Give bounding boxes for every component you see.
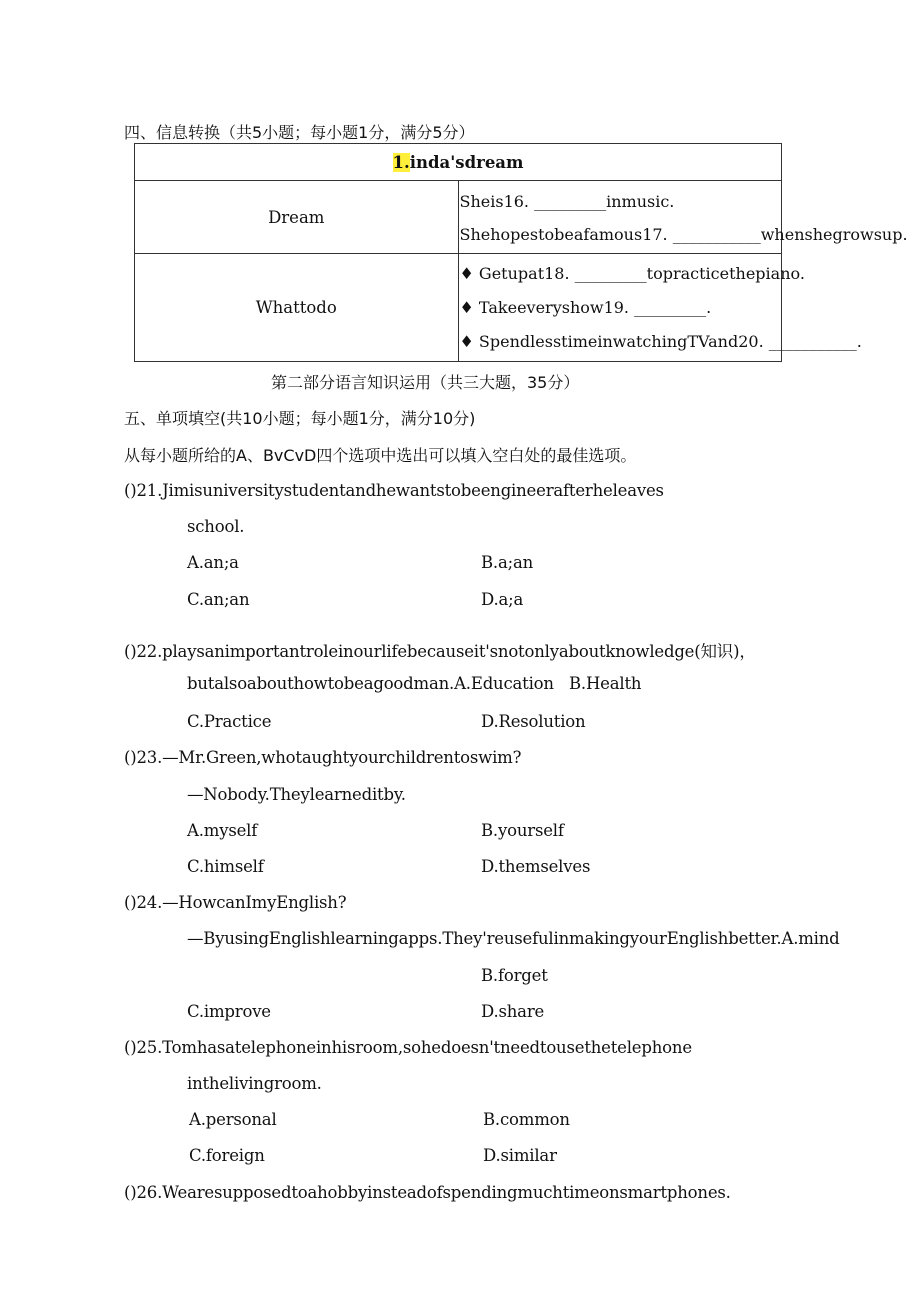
- section5-instruction: 从每小题所给的A、BvCvD四个选项中选出可以填入空白处的最佳选项。: [124, 446, 637, 465]
- table-line: Shehopestobeafamous17. ___________whenshegrowsup.: [459, 225, 908, 244]
- q24-option-d[interactable]: D.share: [481, 1002, 545, 1021]
- q21-cont: school.: [187, 517, 245, 536]
- q25-cont: inthelivingroom.: [187, 1074, 322, 1093]
- table-row: [135, 181, 782, 254]
- table-row: [135, 254, 782, 362]
- table-header-row: [135, 144, 782, 181]
- q21-stem: ()21.Jimisuniversitystudentandhewantstobeengineerafterheleaves: [124, 481, 664, 500]
- q23-option-b[interactable]: B.yourself: [481, 821, 564, 840]
- table-line: ♦ Getupat18. _________topracticethepiano.: [459, 264, 805, 283]
- q24-option-b[interactable]: B.forget: [481, 966, 548, 985]
- part2-title: 第二部分语言知识运用（共三大题，35分）: [271, 373, 580, 392]
- q22-option-d[interactable]: D.Resolution: [481, 712, 586, 731]
- q25-stem: ()25.Tomhasatelephoneinhisroom,sohedoesn'tneedtousethetelephone: [124, 1038, 692, 1057]
- q25-option-c[interactable]: C.foreign: [189, 1146, 265, 1165]
- q23-stem: ()23.—Mr.Green,whotaughtyourchildrentoswim?: [124, 748, 522, 767]
- q25-option-d[interactable]: D.similar: [483, 1146, 557, 1165]
- q24-cont: —ByusingEnglishlearningapps.They'reusefulinmakingyourEnglishbetter.A.mind: [187, 929, 840, 948]
- q25-option-b[interactable]: B.common: [483, 1110, 570, 1129]
- row-content-whattodo: [458, 254, 862, 362]
- table-line: ♦ Takeeveryshow19. _________.: [459, 298, 712, 317]
- row-label-dream: Dream: [135, 181, 459, 254]
- table-line: ♦ SpendlesstimeinwatchingTVand20. ___________.: [459, 332, 862, 351]
- q24-option-c[interactable]: C.improve: [187, 1002, 271, 1021]
- table-line: Sheis16. _________inmusic.: [459, 192, 675, 211]
- q26-stem: ()26.Wearesupposedtoahobbyinsteadofspendingmuchtimeonsmartphones.: [124, 1183, 731, 1202]
- q22-stem: ()22.playsanimportantroleinourlifebecauseit'snotonlyaboutknowledge(知识)，: [124, 642, 756, 661]
- table-title: [135, 144, 782, 181]
- table-title-highlight: 1.: [392, 152, 410, 172]
- q23-option-c[interactable]: C.himself: [187, 857, 264, 876]
- q25-option-a[interactable]: A.personal: [189, 1110, 277, 1129]
- row-label-whattodo: Whattodo: [135, 254, 459, 362]
- row-content-dream: [458, 181, 908, 254]
- q24-stem: ()24.—HowcanImyEnglish?: [124, 893, 347, 912]
- q22-cont: butalsoabouthowtobeagoodman.A.Education: [187, 674, 554, 693]
- section4-title: 四、信息转换（共5小题；每小题1分，满分5分）: [124, 123, 475, 142]
- section5-title: 五、单项填空(共10小题；每小题1分，满分10分): [124, 409, 476, 428]
- q22-option-c[interactable]: C.Practice: [187, 712, 272, 731]
- q21-option-b[interactable]: B.a;an: [481, 553, 534, 572]
- q23-option-d[interactable]: D.themselves: [481, 857, 591, 876]
- info-table: [134, 143, 908, 362]
- q21-option-c[interactable]: C.an;an: [187, 590, 250, 609]
- q23-cont: —Nobody.Theylearneditby.: [187, 785, 406, 804]
- q21-option-a[interactable]: A.an;a: [187, 553, 239, 572]
- q22-option-b[interactable]: B.Health: [569, 674, 642, 693]
- q23-option-a[interactable]: A.myself: [187, 821, 258, 840]
- table-title-rest: inda'sdream: [409, 152, 524, 172]
- q21-option-d[interactable]: D.a;a: [481, 590, 524, 609]
